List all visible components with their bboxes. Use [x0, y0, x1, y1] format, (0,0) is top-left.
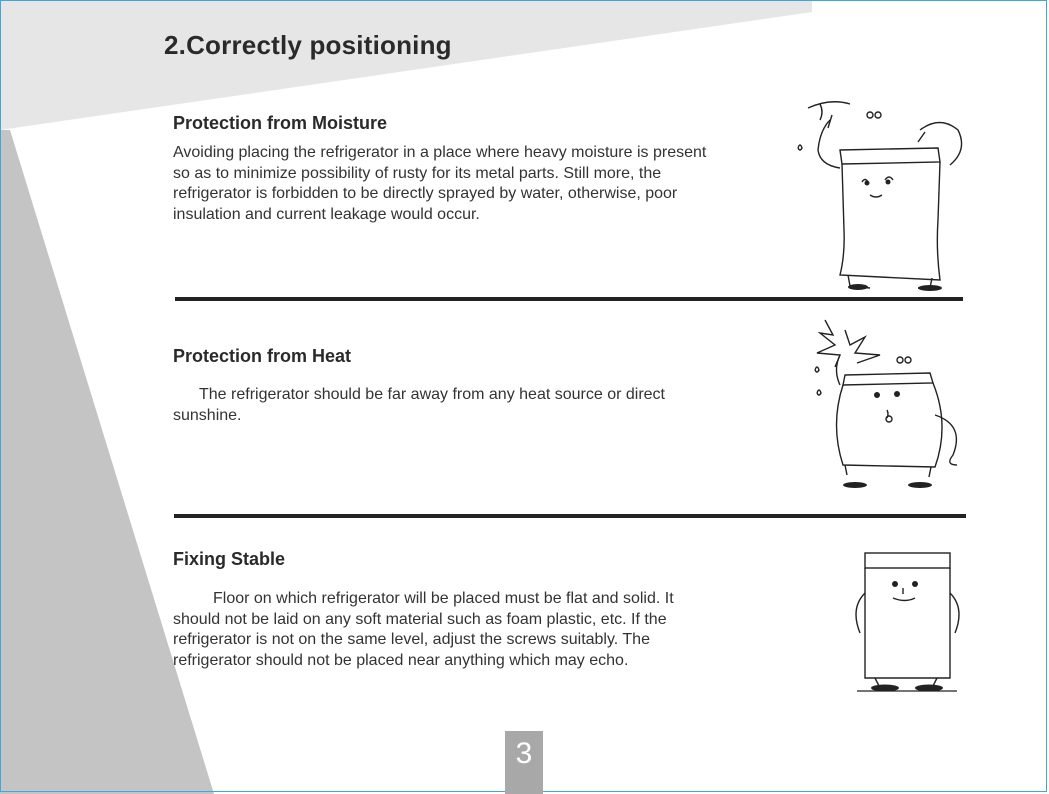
section-body-heat: The refrigerator should be far away from any heat source or direct sunshine. [173, 386, 665, 424]
refrigerator-sweating-heat-icon [805, 315, 970, 495]
page-title: 2.Correctly positioning [164, 30, 452, 60]
section-heading-heat: Protection from Heat [173, 346, 352, 366]
refrigerator-standing-stable-icon [845, 548, 965, 698]
section-heading-moisture: Protection from Moisture [173, 113, 388, 133]
top-gray-band [0, 0, 812, 130]
page-number: 3 [505, 731, 543, 794]
refrigerator-in-rain-icon [790, 90, 970, 295]
section-divider [175, 297, 963, 301]
section-body-fixing-stable: Floor on which refrigerator will be placed must be flat and solid. It should not be laid on any soft material such as foam plastic, etc. If the refrigerator is not on the same level, adjust the screws suitably. The refrigerator should not be placed near anything which may echo. [173, 590, 674, 669]
section-divider [174, 514, 966, 518]
section-heading-fixing-stable: Fixing Stable [173, 549, 286, 569]
section-body-moisture: Avoiding placing the refrigerator in a place where heavy moisture is present so as to minimize possibility of rusty for its metal parts. Still more, the refrigerator is forbidden to be directly sprayed by water, otherwise, poor insulation and current leakage would occur. [173, 144, 707, 223]
left-gray-wedge [0, 130, 214, 794]
